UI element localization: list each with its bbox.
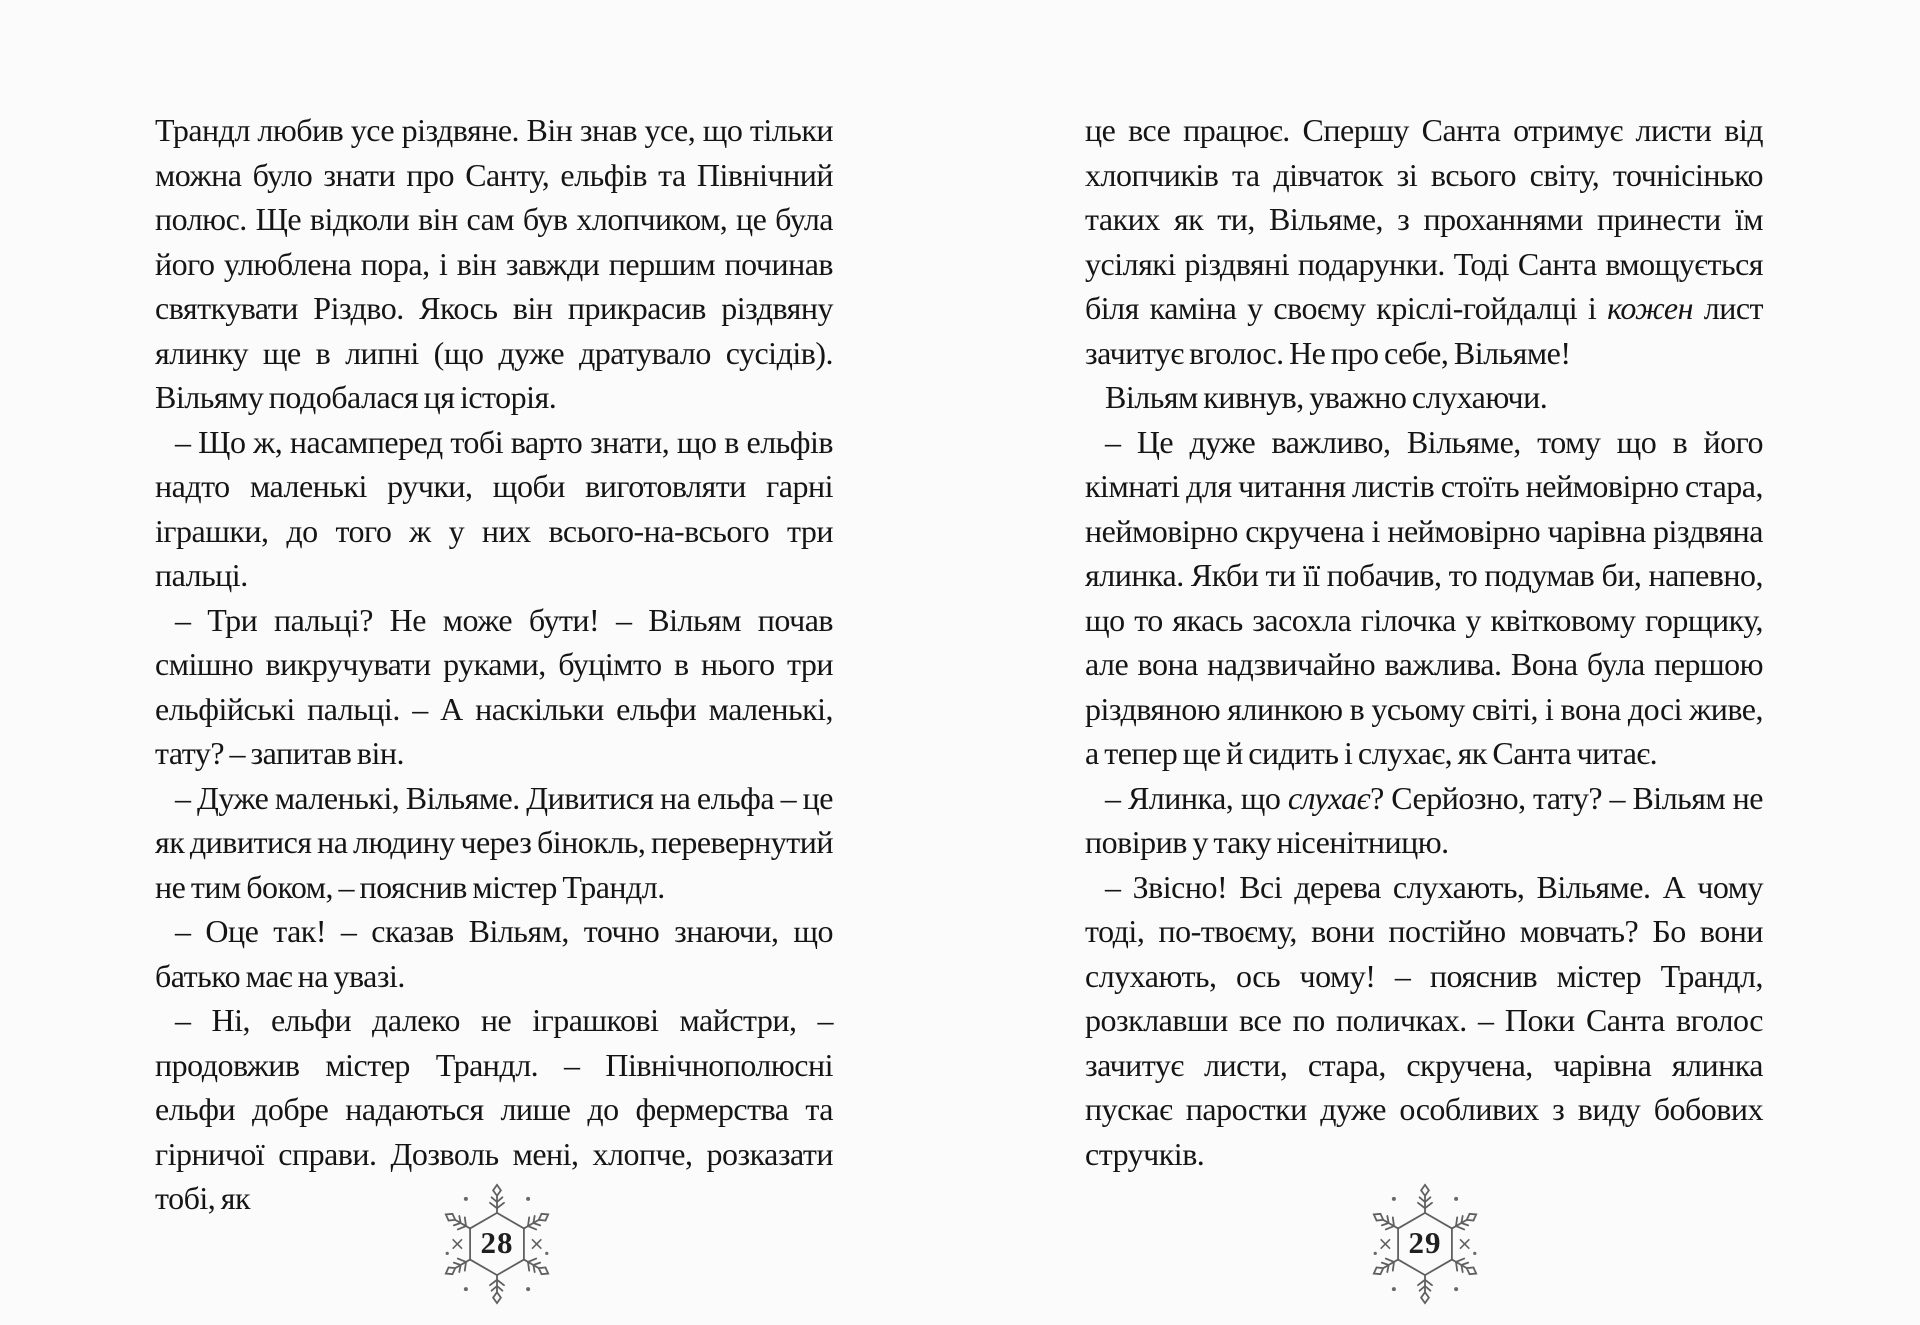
paragraph <box>1085 865 1763 1177</box>
page-number-ornament-right <box>1355 1174 1495 1314</box>
paragraph-text: лист зачитує вголос. Не про себе, Вільяме! <box>1085 290 1764 371</box>
paragraph-text: – Оце так! – сказав Вільям, точно знаючи, що батько має на увазі. <box>155 913 833 994</box>
italic-word: кожен <box>1607 290 1693 326</box>
paragraph <box>1085 108 1763 375</box>
page-number-ornament-left <box>427 1174 567 1314</box>
paragraph-text: – Звісно! Всі дерева слухають, Вільяме. А чому тоді, по-твоєму, вони постійно мовчать? Бо вони слухають, ось чому! – пояснив містер Трандл, розклавши все по поличках. – Поки Санта вголос зачитує листи, стара, скручена, чарівна ялинка пускає паростки дуже особливих з виду бобових стручків. <box>1085 868 1763 1172</box>
paragraph-text: це все працює. Спершу Санта отримує листи від хлопчиків та дівчаток зі всього світу, точнісінько таких як ти, Вільяме, з проханнями принести їм усілякі різдвяні подарунки. Тоді Санта вмощується біля каміна у своєму кріслі-гойдалці і <box>1085 112 1763 326</box>
page-number: 28 <box>480 1225 514 1260</box>
page-number: 29 <box>1408 1225 1442 1260</box>
paragraph <box>1085 420 1763 776</box>
paragraph <box>1085 375 1763 420</box>
paragraph-text: – Що ж, насамперед тобі варто знати, що в ельфів надто маленькі ручки, щоби виготовляти гарні іграшки, до того ж у них всього-на-всього три пальці. <box>155 423 833 593</box>
paragraph-text: Вільям кивнув, уважно слухаючи. <box>1105 379 1548 415</box>
paragraph <box>155 776 833 910</box>
paragraph <box>1085 776 1763 865</box>
paragraph <box>155 909 833 998</box>
paragraph-text: ? Серйозно, тату? – Вільям не повірив у таку нісенітницю. <box>1085 779 1764 860</box>
page-left <box>155 108 833 1221</box>
paragraph-text: Трандл любив усе різдвяне. Він знав усе, що тільки можна було знати про Санту, ельфів та Північний полюс. Ще відколи він сам був хлопчиком, це була його улюблена пора, і він завжди першим починав святкувати Різдво. Якось він прикрасив різдвяну ялинку ще в липні (що дуже дратувало сусідів). Вільяму подобалася ця історія. <box>155 112 833 415</box>
paragraph-text: – Ялинка, що <box>1105 779 1288 816</box>
page-right <box>1085 108 1763 1176</box>
paragraph-text: – Ні, ельфи далеко не іграшкові майстри, – продовжив містер Трандл. – Північнополюсні ельфи добре надаються лише до фермерства та гірничої справи. Дозволь мені, хлопче, розказати тобі, як <box>155 1002 833 1216</box>
paragraph <box>155 598 833 776</box>
paragraph-text: – Три пальці? Не може бути! – Вільям почав смішно викручувати руками, буцімто в нього три ельфійські пальці. – А наскільки ельфи маленькі, тату? – запитав він. <box>155 601 833 771</box>
italic-word: слухає <box>1287 779 1371 816</box>
paragraph <box>155 420 833 598</box>
paragraph-text: – Це дуже важливо, Вільяме, тому що в його кімнаті для читання листів стоїть неймовірно стара, неймовірно скручена і неймовірно чарівна різдвяна ялинка. Якби ти її побачив, то подумав би, напевно, що то якась засохла гілочка у квітковому горщику, але вона надзвичайно важлива. Вона була першою різдвяною ялинкою в усьому світі, і вона досі живе, а тепер ще й сидить і слухає, як Санта читає. <box>1085 423 1763 771</box>
paragraph <box>155 108 833 420</box>
paragraph-text: – Дуже маленькі, Вільяме. Дивитися на ельфа – це як дивитися на людину через бінокль, перевернутий не тим боком, – пояснив містер Трандл. <box>155 779 833 905</box>
